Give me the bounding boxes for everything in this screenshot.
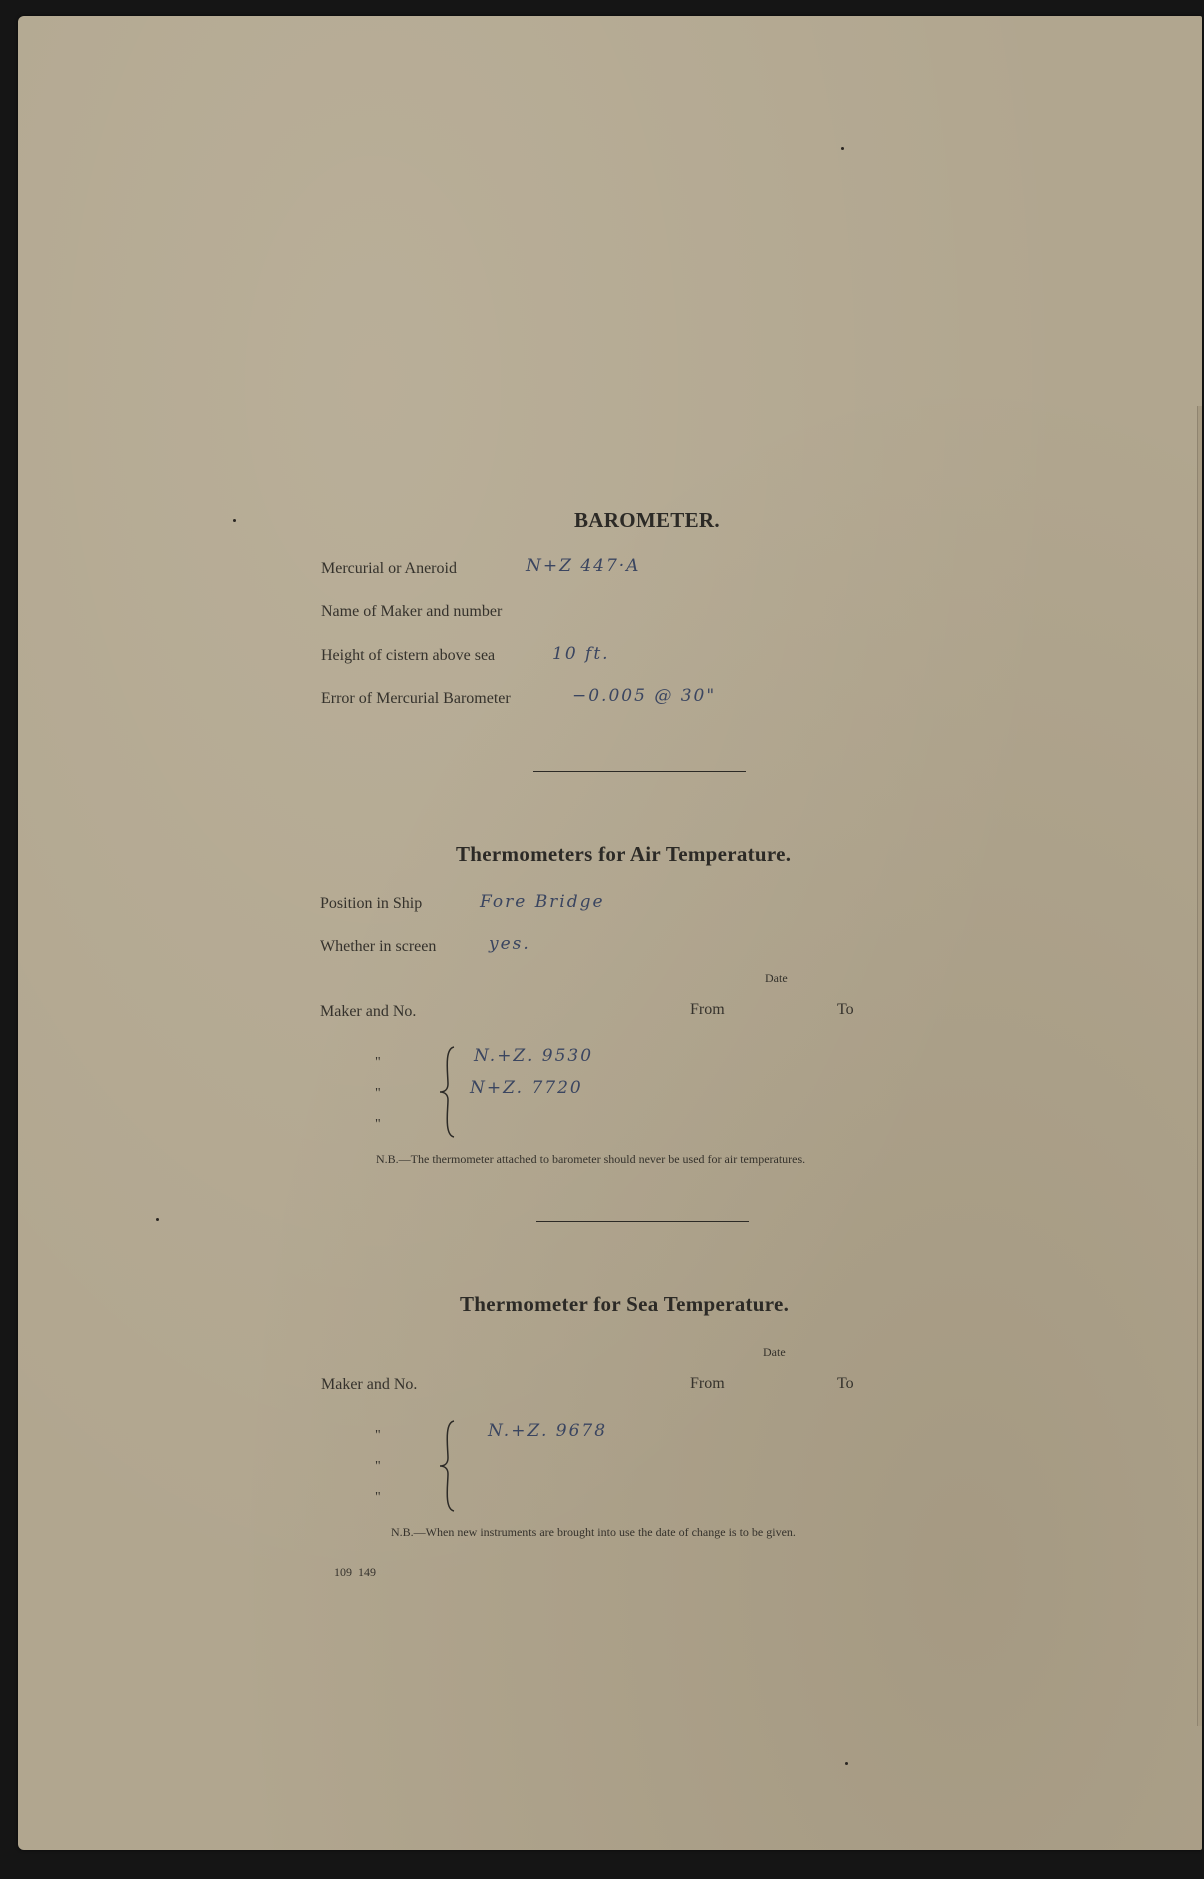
ditto-mark: "	[375, 1086, 381, 1101]
sea-date-label: Date	[763, 1345, 786, 1359]
paper-speck	[233, 519, 236, 522]
ditto-mark: "	[375, 1117, 381, 1132]
barometer-error-label: Error of Mercurial Barometer	[321, 690, 511, 707]
air-note: N.B.—The thermometer attached to barometer should never be used for air temperatures.	[376, 1152, 806, 1166]
form-code: 109 149	[334, 1565, 376, 1579]
barometer-type-label: Mercurial or Aneroid	[321, 560, 457, 577]
paper-speck	[841, 147, 844, 150]
sea-note: N.B.—When new instruments are brought into use the date of change is to be given.	[391, 1525, 796, 1539]
form-page	[18, 16, 1202, 1850]
air-from-label: From	[690, 1001, 725, 1018]
sea-from-label: From	[690, 1375, 725, 1392]
ship-position-value: Fore Bridge	[480, 892, 605, 912]
screen-value: yes.	[489, 934, 531, 954]
air-to-label: To	[837, 1001, 854, 1018]
cistern-height-value: 10 ft.	[552, 644, 610, 664]
sea-section-title: Thermometer for Sea Temperature.	[460, 1292, 790, 1316]
cistern-height-label: Height of cistern above sea	[321, 647, 496, 664]
ditto-mark: "	[375, 1459, 381, 1474]
curly-brace-icon	[438, 1044, 460, 1140]
ditto-mark: "	[375, 1490, 381, 1505]
ditto-mark: "	[375, 1428, 381, 1443]
barometer-title: BAROMETER.	[574, 508, 720, 532]
screen-label: Whether in screen	[320, 938, 437, 955]
sea-to-label: To	[837, 1375, 854, 1392]
page-edge	[1197, 406, 1202, 1726]
curly-brace-icon	[438, 1418, 460, 1514]
air-date-label: Date	[765, 971, 788, 985]
barometer-error-value: −0.005 @ 30"	[572, 686, 717, 706]
paper-speck	[845, 1762, 848, 1765]
section-divider	[536, 1221, 749, 1222]
ship-position-label: Position in Ship	[320, 895, 423, 912]
air-thermometer-entry: N.+Z. 9530	[474, 1046, 594, 1066]
barometer-type-value: N+Z 447·A	[526, 556, 641, 576]
ditto-mark: "	[375, 1055, 381, 1070]
air-section-title: Thermometers for Air Temperature.	[456, 842, 792, 866]
sea-thermometer-entry: N.+Z. 9678	[488, 1421, 608, 1441]
maker-number-label: Name of Maker and number	[321, 603, 503, 620]
air-maker-label: Maker and No.	[320, 1003, 417, 1020]
paper-speck	[156, 1218, 159, 1221]
sea-maker-label: Maker and No.	[321, 1376, 418, 1393]
air-thermometer-entry: N+Z. 7720	[470, 1078, 583, 1098]
section-divider	[533, 771, 746, 772]
